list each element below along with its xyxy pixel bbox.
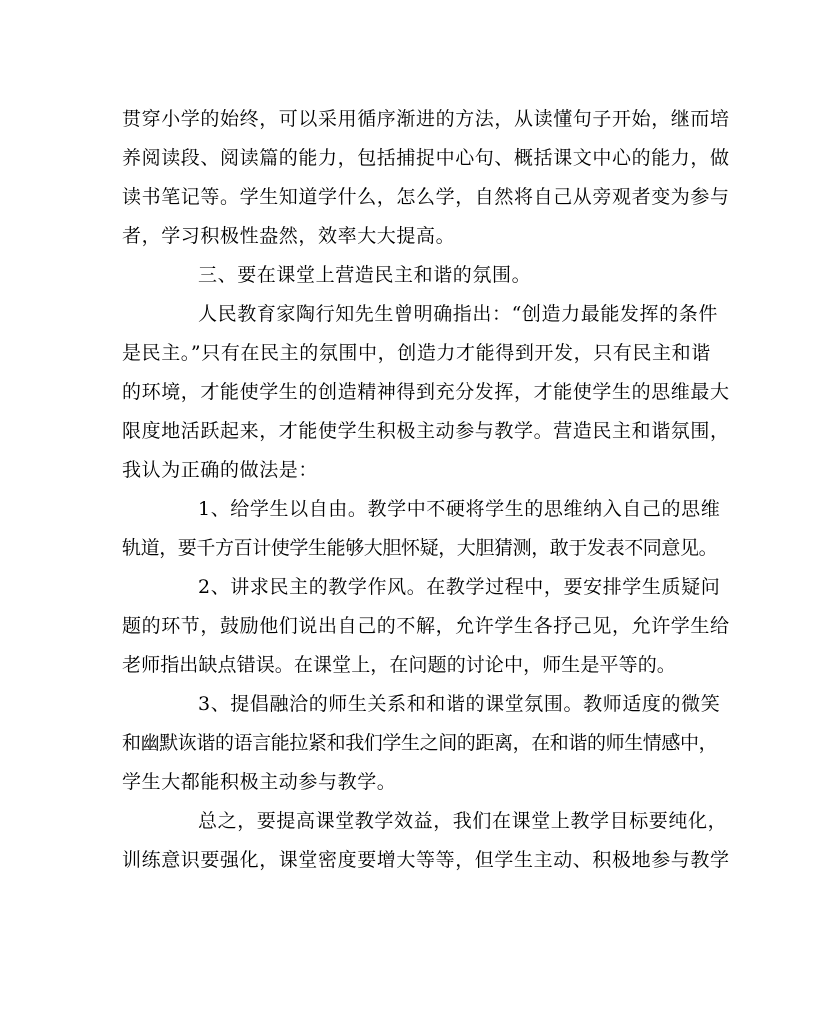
list-item-line: 题的环节，鼓励他们说出自己的不解，允许学生各抒己见，允许学生给	[122, 615, 730, 637]
list-item-line: 2、讲求民主的教学作风。在教学过程中，要安排学生质疑问	[198, 576, 721, 598]
paragraph-line: 是民主。”只有在民主的氛围中，创造力才能得到开发，只有民主和谐	[122, 342, 711, 364]
paragraph-line: 养阅读段、阅读篇的能力，包括捕捉中心句、概括课文中心的能力，做	[122, 147, 730, 169]
list-item-line: 轨道，要千方百计使学生能够大胆怀疑，大胆猜测，敢于发表不同意见。	[122, 537, 718, 559]
list-item-line: 学生大都能积极主动参与教学。	[122, 771, 397, 793]
list-item-line: 1、给学生以自由。教学中不硬将学生的思维纳入自己的思维	[198, 498, 721, 520]
section-heading: 三、要在课堂上营造民主和谐的氛围。	[198, 264, 532, 286]
paragraph-line: 贯穿小学的始终，可以采用循序渐进的方法，从读懂句子开始，继而培	[122, 108, 730, 130]
paragraph-line: 总之，要提高课堂教学效益，我们在课堂上教学目标要纯化，	[198, 810, 728, 832]
paragraph-line: 限度地活跃起来，才能使学生积极主动参与教学。营造民主和谐氛围，	[122, 420, 730, 442]
document-body	[122, 104, 730, 884]
paragraph-line: 者，学习积极性盎然，效率大大提高。	[122, 225, 456, 247]
paragraph-line: 的环境，才能使学生的创造精神得到充分发挥，才能使学生的思维最大	[122, 381, 730, 403]
list-item-line: 和幽默诙谐的语言能拉紧和我们学生之间的距离，在和谐的师生情感中，	[122, 732, 718, 754]
paragraph-line: 我认为正确的做法是：	[122, 459, 319, 481]
paragraph-line: 读书笔记等。学生知道学什么，怎么学，自然将自己从旁观者变为参与	[122, 186, 730, 208]
list-item-line: 3、提倡融洽的师生关系和和谐的课堂氛围。教师适度的微笑	[198, 693, 721, 715]
list-item-line: 老师指出缺点错误。在课堂上，在问题的讨论中，师生是平等的。	[122, 654, 676, 676]
paragraph-line: 训练意识要强化，课堂密度要增大等等，但学生主动、积极地参与教学	[122, 849, 730, 871]
paragraph-line: 人民教育家陶行知先生曾明确指出：“创造力最能发挥的条件	[198, 303, 718, 325]
